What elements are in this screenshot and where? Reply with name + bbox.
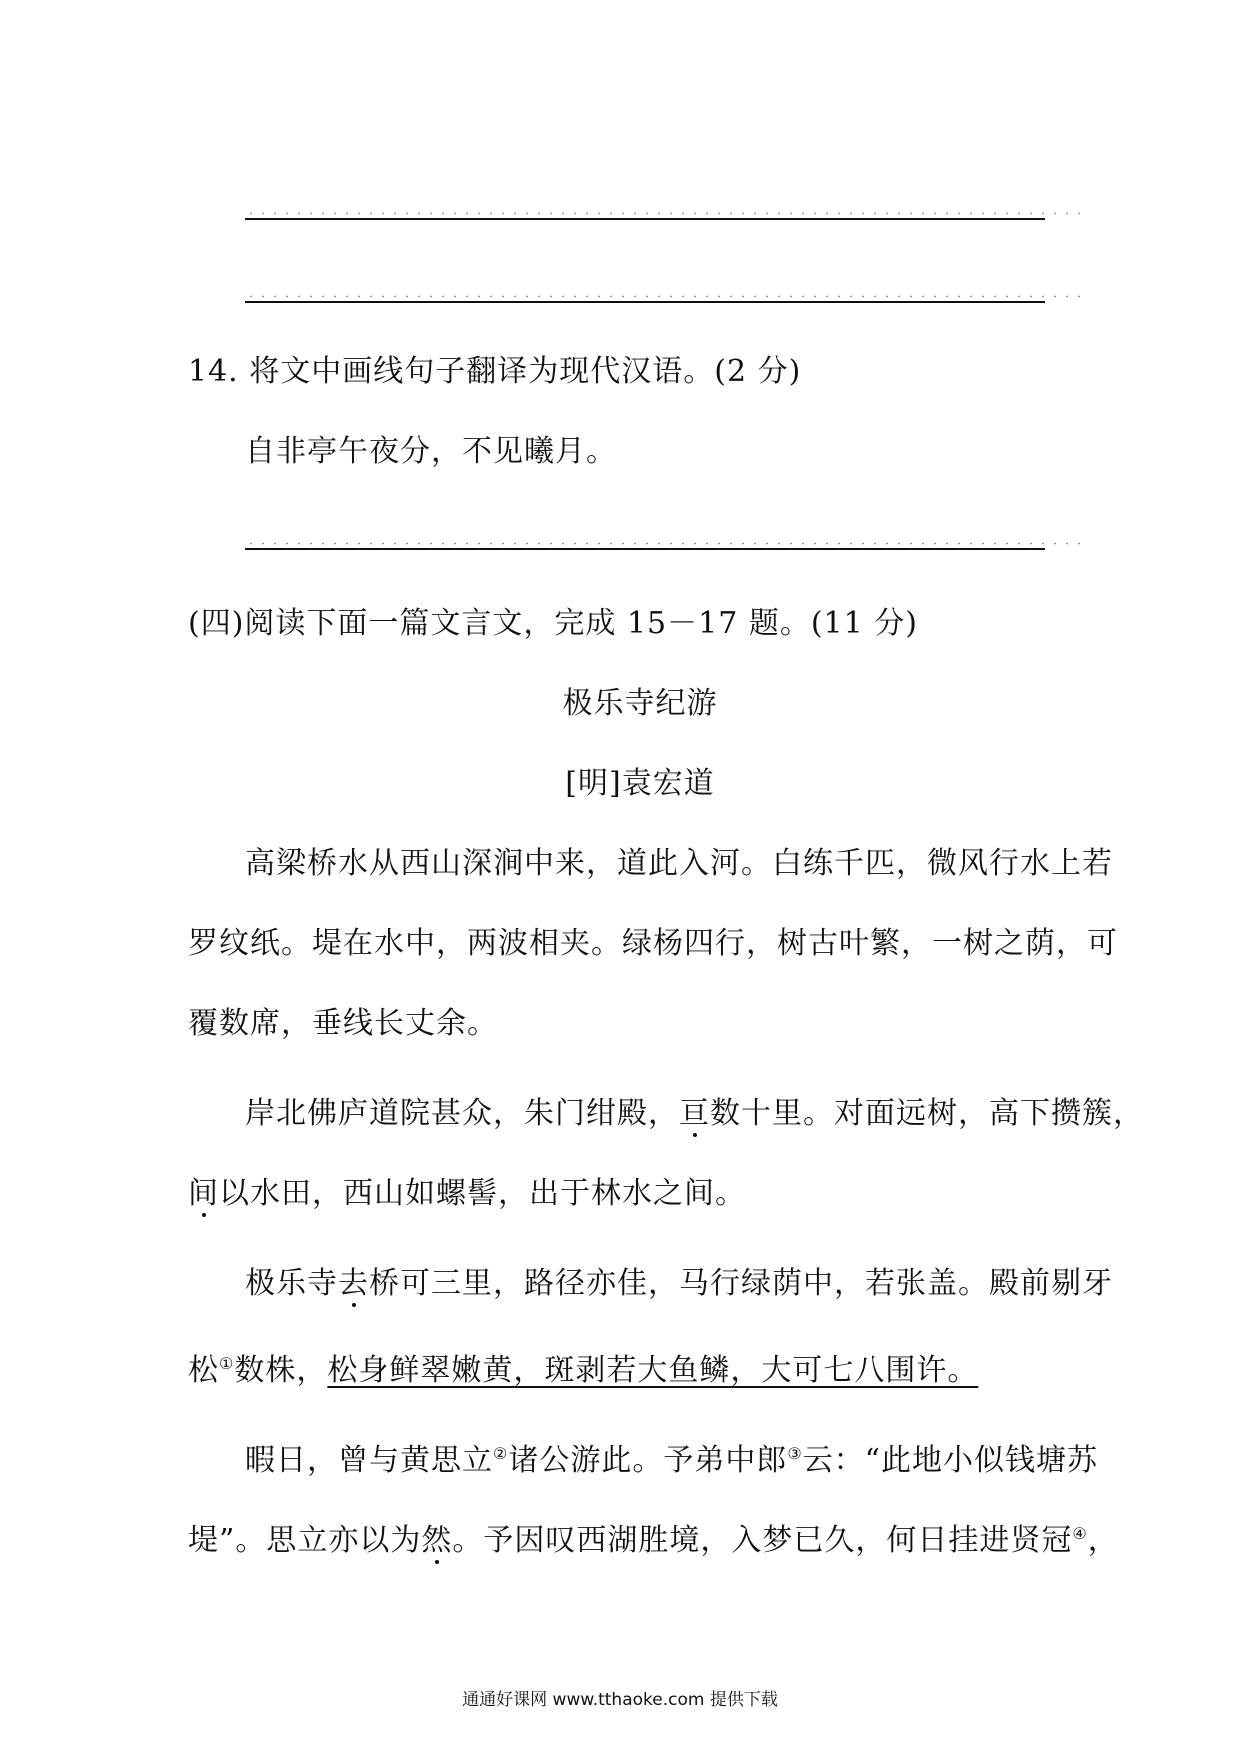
passage-author: [明]袁宏道 bbox=[565, 766, 715, 801]
question-14-label: 14. 将文中画线句子翻译为现代汉语。(2 分) bbox=[188, 354, 802, 389]
text-segment: 诸公游此。予弟中郎 bbox=[508, 1443, 788, 1478]
text-segment: 。予因叹西湖胜境，入梦已久，何日挂进贤冠 bbox=[452, 1523, 1073, 1558]
answer-line[interactable] bbox=[245, 301, 1045, 303]
footnote-marker: ④ bbox=[1072, 1524, 1088, 1543]
passage-p4-line1 bbox=[245, 1434, 1098, 1481]
text-segment: 岸北佛庐道院甚众，朱门绀殿， bbox=[245, 1096, 679, 1131]
underlined-sentence: 松身鲜翠嫩黄，斑剥若大鱼鳞，大可七八围许。 bbox=[327, 1353, 979, 1388]
passage-p4-line2 bbox=[188, 1514, 1119, 1561]
answer-line[interactable] bbox=[245, 218, 1045, 220]
emphasis-char: 间 bbox=[188, 1176, 219, 1211]
emphasis-char: 去 bbox=[338, 1266, 369, 1301]
answer-line-dots bbox=[245, 212, 1080, 215]
text-segment: 数十里。对面远树，高下攒簇， bbox=[710, 1096, 1144, 1131]
passage-p3-line2 bbox=[188, 1344, 978, 1391]
question-14-sentence: 自非亭午夜分，不见曦月。 bbox=[245, 434, 617, 469]
emphasis-char: 亘 bbox=[679, 1096, 710, 1131]
passage-title: 极乐寺纪游 bbox=[562, 686, 718, 721]
passage-p3-line1 bbox=[245, 1264, 1113, 1304]
text-segment: 极乐寺 bbox=[245, 1266, 338, 1301]
footnote-marker: ① bbox=[219, 1354, 235, 1373]
text-segment: ， bbox=[1087, 1523, 1119, 1558]
answer-line[interactable] bbox=[245, 548, 1045, 550]
text-segment: 云：“此地小似钱塘苏 bbox=[802, 1443, 1099, 1478]
emphasis-char: 然 bbox=[421, 1523, 453, 1558]
text-segment: 桥可三里，路径亦佳，马行绿荫中，若张盖。殿前剔牙 bbox=[369, 1266, 1113, 1301]
footnote-marker: ③ bbox=[787, 1444, 803, 1463]
passage-p1-line2: 罗纹纸。堤在水中，两波相夹。绿杨四行，树古叶繁，一树之荫，可 bbox=[188, 926, 1118, 961]
passage-p1-line3: 覆数席，垂线长丈余。 bbox=[188, 1006, 498, 1041]
passage-p2-line1 bbox=[245, 1094, 1144, 1134]
passage-p2-line2 bbox=[188, 1174, 746, 1214]
text-segment: 暇日，曾与黄思立 bbox=[245, 1443, 493, 1478]
answer-line-dots bbox=[245, 295, 1080, 298]
text-segment: 松 bbox=[188, 1353, 219, 1388]
page-footer: 通通好课网 www.tthaoke.com 提供下载 bbox=[462, 1690, 778, 1710]
passage-p1-line1: 高梁桥水从西山深涧中来，道此入河。白练千匹，微风行水上若 bbox=[245, 846, 1113, 881]
answer-line-dots bbox=[245, 542, 1080, 545]
text-segment: 数株， bbox=[234, 1353, 328, 1388]
text-segment: 堤”。思立亦以为 bbox=[188, 1523, 422, 1558]
section-4-heading: (四)阅读下面一篇文言文，完成 15－17 题。(11 分) bbox=[188, 606, 918, 641]
footnote-marker: ② bbox=[493, 1444, 509, 1463]
text-segment: 以水田，西山如螺髻，出于林水之间。 bbox=[219, 1176, 746, 1211]
